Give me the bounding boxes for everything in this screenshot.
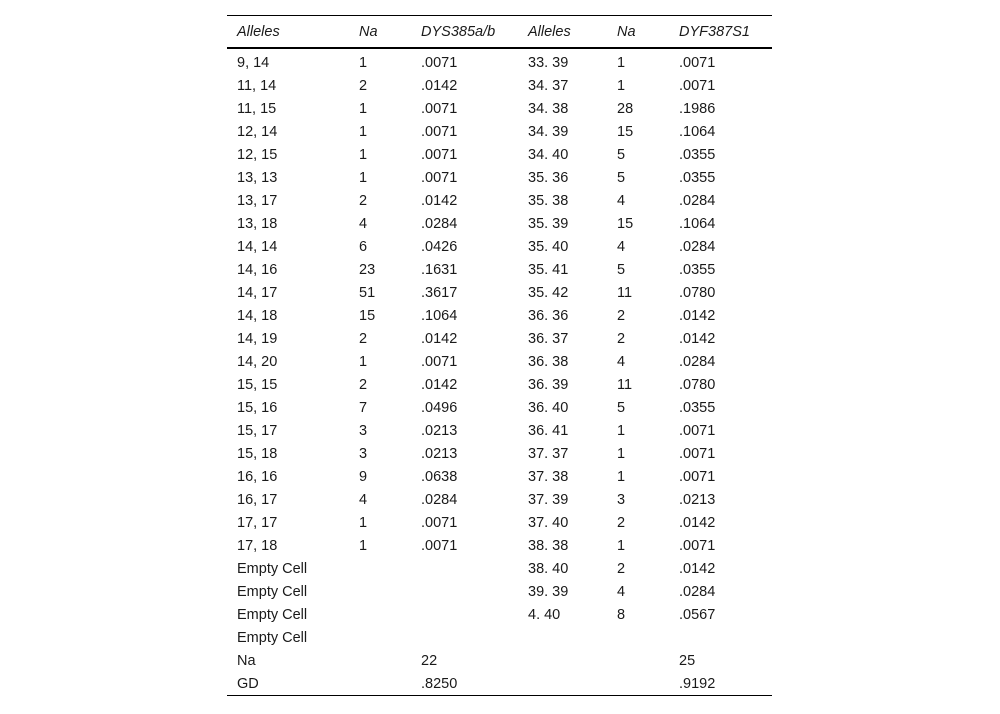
table-cell: .0213 <box>421 445 458 462</box>
table-cell: .0355 <box>679 399 716 416</box>
table-cell: .0284 <box>679 353 716 370</box>
table-cell: 14, 19 <box>237 330 278 347</box>
table-cell: 5 <box>617 169 626 186</box>
table-cell: 2 <box>617 307 626 324</box>
table-cell: 36. 37 <box>528 330 569 347</box>
table-header <box>227 16 772 49</box>
table-cell: 38. 40 <box>528 560 569 577</box>
table-cell <box>669 626 772 649</box>
table-cell: 15, 18 <box>237 445 278 462</box>
table-cell: 34. 37 <box>528 77 569 94</box>
table-cell: .0638 <box>421 468 458 485</box>
table-row <box>227 465 772 488</box>
table-cell: 22 <box>421 652 438 669</box>
table-cell: Empty Cell <box>237 560 308 577</box>
table-cell: 1 <box>359 353 368 370</box>
table-cell: 15 <box>617 215 634 232</box>
table-cell <box>607 649 669 672</box>
table-cell: 25 <box>679 652 696 669</box>
table-row <box>227 649 772 672</box>
table-cell: 1 <box>617 422 626 439</box>
table-row <box>227 488 772 511</box>
table-cell <box>349 580 411 603</box>
table-cell: 2 <box>359 77 368 94</box>
table-cell: 35. 42 <box>528 284 569 301</box>
table-cell: 14, 17 <box>237 284 278 301</box>
table-cell: 36. 39 <box>528 376 569 393</box>
table-cell <box>349 649 411 672</box>
table-row <box>227 235 772 258</box>
column-header: DYS385a/b <box>421 23 496 40</box>
column-header: Na <box>617 23 636 40</box>
table-cell: .0213 <box>679 491 716 508</box>
table-cell: 5 <box>617 146 626 163</box>
table-row <box>227 281 772 304</box>
table-cell: 14, 20 <box>237 353 278 370</box>
table-cell: 4 <box>617 192 626 209</box>
header-row <box>227 16 772 49</box>
table-cell: 7 <box>359 399 368 416</box>
table-cell: .0496 <box>421 399 458 416</box>
table-cell: .0284 <box>679 238 716 255</box>
table-row <box>227 350 772 373</box>
table-row <box>227 97 772 120</box>
table-cell: 2 <box>617 514 626 531</box>
table-cell: .0071 <box>421 54 458 71</box>
table-cell <box>518 649 607 672</box>
allele-frequency-table-container <box>227 15 772 696</box>
column-header: Na <box>359 23 378 40</box>
table-cell <box>518 672 607 696</box>
table-cell: 15, 15 <box>237 376 278 393</box>
table-cell: .0071 <box>679 537 716 554</box>
table-cell: 35. 36 <box>528 169 569 186</box>
table-cell: 23 <box>359 261 376 278</box>
table-cell: 1 <box>359 123 368 140</box>
table-cell <box>349 603 411 626</box>
table-cell: .0071 <box>421 146 458 163</box>
table-row <box>227 74 772 97</box>
table-row <box>227 48 772 74</box>
table-cell: 13, 13 <box>237 169 278 186</box>
table-cell: .1631 <box>421 261 458 278</box>
table-cell: .0780 <box>679 284 716 301</box>
table-row <box>227 166 772 189</box>
table-cell: 35. 39 <box>528 215 569 232</box>
table-row <box>227 327 772 350</box>
table-cell: 13, 17 <box>237 192 278 209</box>
table-cell: 6 <box>359 238 368 255</box>
table-cell <box>349 557 411 580</box>
table-cell: .0071 <box>421 123 458 140</box>
table-cell: 9 <box>359 468 368 485</box>
table-cell: .0071 <box>679 422 716 439</box>
table-row <box>227 258 772 281</box>
table-cell: 1 <box>617 445 626 462</box>
table-cell: .0071 <box>421 353 458 370</box>
table-cell: 1 <box>617 77 626 94</box>
table-cell: 4. 40 <box>528 606 561 623</box>
table-cell: 13, 18 <box>237 215 278 232</box>
table-row <box>227 143 772 166</box>
table-cell: 4 <box>617 238 626 255</box>
table-cell <box>349 626 411 649</box>
table-cell: 4 <box>359 215 368 232</box>
table-cell: .0284 <box>679 192 716 209</box>
table-row <box>227 580 772 603</box>
table-cell: 12, 14 <box>237 123 278 140</box>
table-cell: .0142 <box>679 330 716 347</box>
table-cell: .0142 <box>679 514 716 531</box>
table-cell: 37. 39 <box>528 491 569 508</box>
table-cell: 17, 17 <box>237 514 278 531</box>
table-row <box>227 120 772 143</box>
table-cell <box>349 672 411 696</box>
allele-frequency-table <box>227 15 772 696</box>
table-cell <box>411 580 518 603</box>
table-cell: 15 <box>359 307 376 324</box>
table-cell: 4 <box>617 353 626 370</box>
table-cell: 11 <box>617 284 633 301</box>
table-row <box>227 419 772 442</box>
table-cell: 1 <box>359 169 368 186</box>
table-cell: .0355 <box>679 169 716 186</box>
table-row <box>227 373 772 396</box>
table-cell: 9, 14 <box>237 54 270 71</box>
table-cell: .0142 <box>421 376 458 393</box>
table-cell: .0142 <box>421 77 458 94</box>
table-cell: .0142 <box>679 560 716 577</box>
table-cell: 2 <box>359 376 368 393</box>
table-cell: 37. 37 <box>528 445 569 462</box>
table-cell: 1 <box>617 468 626 485</box>
table-cell: 35. 38 <box>528 192 569 209</box>
table-cell: 33. 39 <box>528 54 569 71</box>
table-cell: 36. 38 <box>528 353 569 370</box>
table-cell: GD <box>237 675 259 692</box>
table-cell: 1 <box>617 54 626 71</box>
table-cell: 37. 40 <box>528 514 569 531</box>
table-cell <box>607 626 669 649</box>
table-cell: .0071 <box>421 514 458 531</box>
table-cell: 2 <box>617 330 626 347</box>
table-cell <box>518 626 607 649</box>
table-cell: .0780 <box>679 376 716 393</box>
table-cell: 5 <box>617 261 626 278</box>
table-cell: .0071 <box>421 537 458 554</box>
column-header: Alleles <box>237 23 280 40</box>
table-row <box>227 557 772 580</box>
table-cell: 36. 41 <box>528 422 569 439</box>
table-cell: .1986 <box>679 100 716 117</box>
column-header: DYF387S1 <box>679 23 750 40</box>
table-row <box>227 212 772 235</box>
table-cell: .0071 <box>421 100 458 117</box>
table-cell: 8 <box>617 606 626 623</box>
table-cell: 3 <box>359 422 368 439</box>
table-cell: .0355 <box>679 261 716 278</box>
table-cell: 12, 15 <box>237 146 278 163</box>
table-cell <box>411 603 518 626</box>
table-row <box>227 534 772 557</box>
table-cell: 15 <box>617 123 634 140</box>
table-cell: .0071 <box>679 445 716 462</box>
table-cell: Empty Cell <box>237 583 308 600</box>
table-cell: 36. 36 <box>528 307 569 324</box>
table-cell: 15, 16 <box>237 399 278 416</box>
table-cell: 2 <box>359 192 368 209</box>
table-row <box>227 442 772 465</box>
table-cell: 17, 18 <box>237 537 278 554</box>
table-cell: 2 <box>617 560 626 577</box>
table-cell: .0355 <box>679 146 716 163</box>
table-cell: 5 <box>617 399 626 416</box>
table-cell: 34. 39 <box>528 123 569 140</box>
table-cell: .0071 <box>679 54 716 71</box>
table-cell: 4 <box>617 583 626 600</box>
table-cell: .3617 <box>421 284 458 301</box>
table-cell: .0284 <box>679 583 716 600</box>
table-cell: 16, 16 <box>237 468 278 485</box>
table-cell: 35. 41 <box>528 261 569 278</box>
table-row <box>227 304 772 327</box>
table-cell: 1 <box>617 537 626 554</box>
table-cell: Empty Cell <box>237 606 308 623</box>
table-body <box>227 48 772 696</box>
table-row <box>227 189 772 212</box>
table-cell: 51 <box>359 284 376 301</box>
table-cell: 39. 39 <box>528 583 569 600</box>
table-cell: .0142 <box>421 192 458 209</box>
table-cell: 14, 16 <box>237 261 278 278</box>
table-cell: .0213 <box>421 422 458 439</box>
table-cell <box>607 672 669 696</box>
table-cell: .0142 <box>421 330 458 347</box>
table-cell: Na <box>237 652 256 669</box>
table-cell: 1 <box>359 100 368 117</box>
table-cell: 14, 18 <box>237 307 278 324</box>
table-cell: 11, 14 <box>237 77 277 94</box>
table-cell: 37. 38 <box>528 468 569 485</box>
column-header: Alleles <box>528 23 571 40</box>
table-cell: Empty Cell <box>237 629 308 646</box>
table-cell: 38. 38 <box>528 537 569 554</box>
table-cell: 11 <box>617 376 633 393</box>
table-cell: 15, 17 <box>237 422 278 439</box>
table-cell: 34. 40 <box>528 146 569 163</box>
table-cell: 1 <box>359 146 368 163</box>
table-cell: .0071 <box>679 77 716 94</box>
table-cell: .0284 <box>421 215 458 232</box>
table-cell <box>411 557 518 580</box>
table-cell: .0071 <box>421 169 458 186</box>
table-cell: 2 <box>359 330 368 347</box>
table-cell: .1064 <box>421 307 458 324</box>
table-cell: 35. 40 <box>528 238 569 255</box>
table-cell: .9192 <box>679 675 716 692</box>
table-cell: .0142 <box>679 307 716 324</box>
table-cell: .1064 <box>679 215 716 232</box>
table-row <box>227 603 772 626</box>
table-cell: 11, 15 <box>237 100 277 117</box>
table-cell: 28 <box>617 100 634 117</box>
table-cell: 1 <box>359 54 368 71</box>
table-cell <box>411 626 518 649</box>
table-cell: .0071 <box>679 468 716 485</box>
table-row <box>227 511 772 534</box>
table-cell: .0567 <box>679 606 716 623</box>
table-cell: 1 <box>359 514 368 531</box>
table-cell: 16, 17 <box>237 491 278 508</box>
table-row <box>227 626 772 649</box>
table-cell: .0284 <box>421 491 458 508</box>
table-cell: 14, 14 <box>237 238 278 255</box>
table-cell: 4 <box>359 491 368 508</box>
table-cell: 36. 40 <box>528 399 569 416</box>
table-cell: 1 <box>359 537 368 554</box>
table-row <box>227 672 772 696</box>
table-row <box>227 396 772 419</box>
table-cell: .8250 <box>421 675 458 692</box>
table-cell: 3 <box>359 445 368 462</box>
table-cell: 3 <box>617 491 626 508</box>
table-cell: 34. 38 <box>528 100 569 117</box>
table-cell: .0426 <box>421 238 458 255</box>
table-cell: .1064 <box>679 123 716 140</box>
